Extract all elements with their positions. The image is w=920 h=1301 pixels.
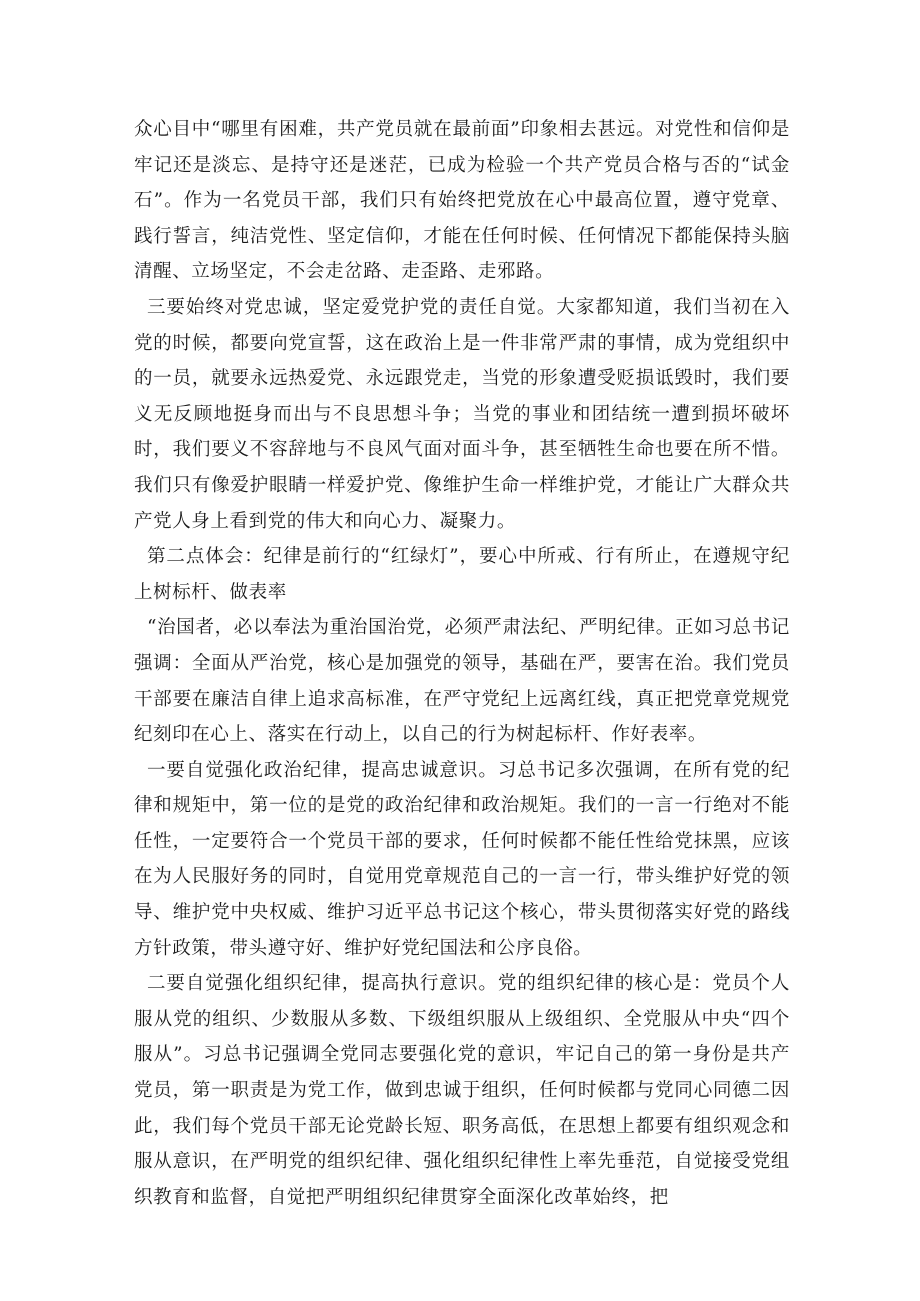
paragraph-political-discipline: 一要自觉强化政治纪律，提高忠诚意识。习总书记多次强调，在所有党的纪律和规矩中，第一位的是党的政治纪律和政治规矩。我们的一言一行绝对不能任性，一定要符合一个党员干部的要求，任何时候都不能任性给党抹黑，应该在为人民服好务的同时，自觉用党章规范自己的一言一行，带头维护好党的领导、维护党中央权威、维护习近平总书记这个核心，带头贯彻落实好党的路线方针政策，带头遵守好、维护好党纪国法和公序良俗。: [134, 759, 790, 959]
section-heading-discipline: 第二点体会：纪律是前行的“红绿灯”，要心中所戒、行有所止，在遵规守纪上树标杆、做表率: [134, 546, 790, 603]
paragraph-loyalty: 三要始终对党忠诚，坚定爱党护党的责任自觉。大家都知道，我们当初在入党的时候，都要向党宣誓，这在政治上是一件非常严肃的事情，成为党组织中的一员，就要永远热爱党、永远跟党走，当党的形象遭受贬损诋毁时，我们要义无反顾地挺身而出与不良思想斗争；当党的事业和团结统一遭到损坏破坏时，我们要义不容辞地与不良风气面对面斗争，甚至牺牲生命也要在所不惜。我们只有像爱护眼睛一样爱护党、像维护生命一样维护党，才能让广大群众共产党人身上看到党的伟大和向心力、凝聚力。: [134, 296, 790, 532]
paragraph-organizational-discipline: 二要自觉强化组织纪律，提高执行意识。党的组织纪律的核心是：党员个人服从党的组织、少数服从多数、下级组织服从上级组织、全党服从中央“四个服从”。习总书记强调全党同志要强化党的意识，牢记自己的第一身份是共产党员，第一职责是为党工作，做到忠诚于组织，任何时候都与党同心同德二因此，我们每个党员干部无论党龄长短、职务高低，在思想上都要有组织观念和服从意识，在严明党的组织纪律、强化组织纪律性上率先垂范，自觉接受党组织教育和监督，自觉把严明组织纪律贯穿全面深化改革始终，把: [134, 973, 790, 1208]
paragraph-continuation: 众心目中“哪里有困难，共产党员就在最前面”印象相去甚远。对党性和信仰是牢记还是淡忘、是持守还是迷茫，已成为检验一个共产党员合格与否的“试金石”。作为一名党员干部，我们只有始终把党放在心中最高位置，遵守党章、践行誓言，纯洁党性、坚定信仰，才能在任何时候、任何情况下都能保持头脑清醒、立场坚定，不会走岔路、走歪路、走邪路。: [134, 119, 790, 283]
document-body: [134, 112, 790, 1215]
paragraph-rule-of-law: “治国者，必以奉法为重治国治党，必须严肃法纪、严明纪律。正如习总书记强调：全面从严治党，核心是加强党的领导，基础在严，要害在治。我们党员干部要在廉洁自律上追求高标准，在严守党纪上远离红线，真正把党章党规党纪刻印在心上、落实在行动上，以自己的行为树起标杆、作好表率。: [134, 617, 790, 746]
